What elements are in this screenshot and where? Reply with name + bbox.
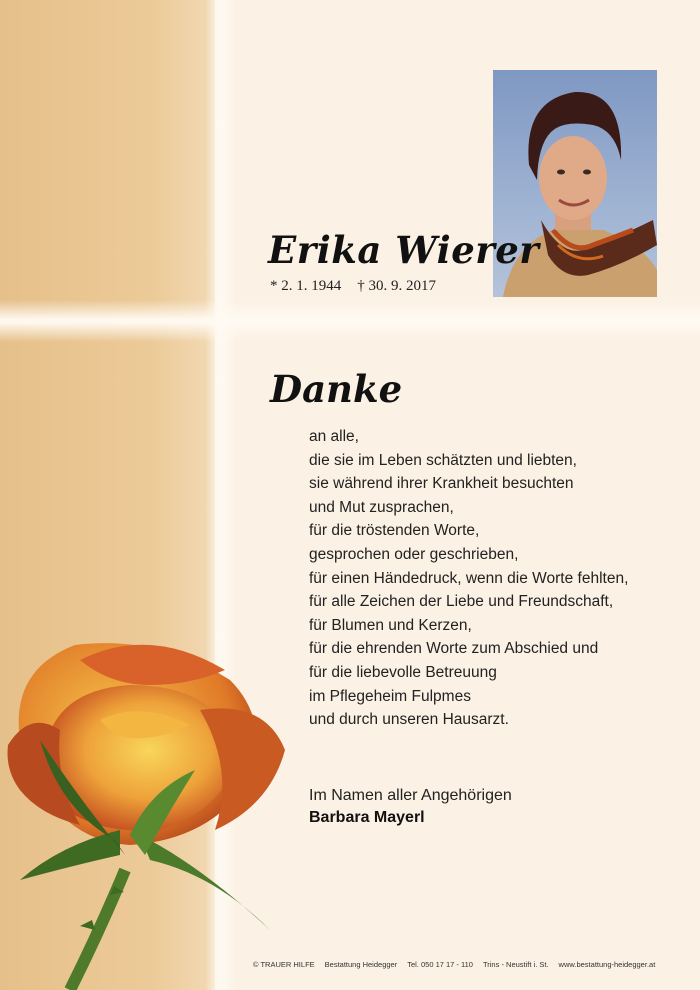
- thanks-line: an alle,: [309, 428, 359, 445]
- thanks-line: für die liebevolle Betreuung: [309, 663, 497, 681]
- thanks-line: die sie im Leben schätzten und liebten,: [309, 451, 577, 469]
- life-dates: [270, 278, 452, 295]
- thanks-line: für alle Zeichen der Liebe und Freundschaft,: [309, 593, 614, 611]
- thanks-line: für einen Händedruck, wenn die Worte fehlten,: [309, 569, 629, 587]
- thanks-line: im Pflegeheim Fulpmes: [309, 687, 471, 705]
- signature-intro: Im Namen aller Angehörigen: [309, 787, 512, 804]
- deceased-name: Erika Wierer: [268, 228, 540, 272]
- thanks-line: und durch unseren Hausarzt.: [309, 711, 509, 729]
- thanks-line: für Blumen und Kerzen,: [309, 616, 472, 634]
- footer-brand: © TRAUER HILFE: [253, 960, 315, 969]
- thanks-text: [309, 425, 628, 732]
- horizontal-light-band: [0, 300, 700, 342]
- footer-location: Trins - Neustift i. St.: [482, 960, 549, 969]
- death-date: † 30. 9. 2017: [357, 278, 436, 294]
- signature-name: Barbara Mayerl: [309, 809, 425, 826]
- thanks-heading: Danke: [270, 367, 403, 411]
- rose-icon: [0, 630, 300, 990]
- thanks-line: und Mut zusprachen,: [309, 498, 454, 516]
- thanks-line: gesprochen oder geschrieben,: [309, 545, 519, 563]
- footer: [253, 960, 665, 969]
- footer-company: Bestattung Heidegger: [324, 960, 398, 969]
- footer-phone: Tel. 050 17 17 - 110: [407, 960, 473, 969]
- thanks-line: für die tröstenden Worte,: [309, 522, 480, 540]
- thanks-line: sie während ihrer Krankheit besuchten: [309, 475, 574, 493]
- footer-website[interactable]: www.bestattung-heidegger.at: [558, 960, 656, 969]
- birth-date: * 2. 1. 1944: [270, 278, 342, 294]
- thanks-line: für die ehrenden Worte zum Abschied und: [309, 640, 599, 658]
